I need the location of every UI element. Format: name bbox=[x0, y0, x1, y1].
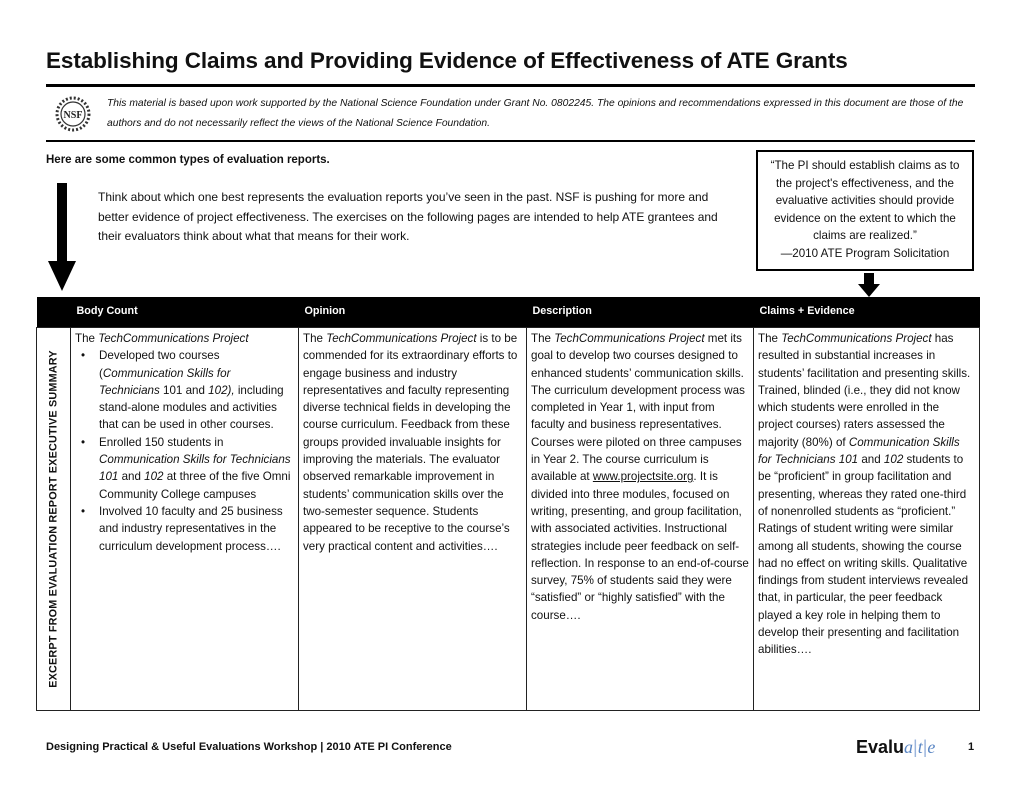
footer-text: Designing Practical & Useful Evaluations Workshop | 2010 ATE PI Conference bbox=[46, 741, 452, 753]
list-item: • Enrolled 150 students in Communication Skills for Technicians 101 and 102 at three of the five Omni Community College campuses bbox=[99, 434, 294, 503]
nsf-logo-text: NSF bbox=[63, 110, 83, 121]
opinion-cell: The TechCommunications Project is to be commended for its extraordinary efforts to engage business and industry representatives and faculty representing diverse technical fields in developing the course curriculum. Feedback from these groups provided invaluable insights for improving the materials. The evaluator observed remarkable improvement in students’ communication skills over the two-semester sequence. Students appeared to be receptive to the course’s very practical content and activities…. bbox=[299, 328, 527, 711]
nsf-logo-icon bbox=[51, 92, 95, 136]
header-description: Description bbox=[527, 297, 754, 328]
body-count-list bbox=[75, 347, 294, 555]
side-label-cell bbox=[37, 328, 71, 711]
down-arrow-small-icon bbox=[858, 273, 880, 297]
header-rule bbox=[46, 140, 975, 142]
side-label: EXCERPT FROM EVALUATION REPORT EXECUTIVE SUMMARY bbox=[46, 350, 59, 688]
report-types-table bbox=[36, 297, 980, 711]
solicitation-quote-box bbox=[756, 150, 974, 271]
claims-evidence-cell: The TechCommunications Project has resulted in substantial increases in students’ facilitation and presenting skills. Trained, blinded (i.e., they did not know which students were enrolled in the project courses) raters assessed the majority (80%) of Communication Skills for Technicians 101 and 102 students to be “proficient” in group facilitation and presenting, whereas they rated one-third of nonenrolled students as “proficient.” Ratings of student writing were similar among all students, showing the course had no effect on writing skills. Qualitative findings from student interviews revealed that, in particular, the peer feedback played a key role in helping them to develop their presenting and facilitation abilities…. bbox=[754, 328, 980, 711]
page-number: 1 bbox=[968, 741, 975, 753]
header-body-count: Body Count bbox=[71, 297, 299, 328]
project-name: TechCommunications Project bbox=[98, 332, 249, 345]
title-rule bbox=[46, 84, 975, 87]
disclaimer: This material is based upon work supported by the National Science Foundation under Grant No. 0802245. The opinions and recommendations expressed in this document are those of the authors and do not necessarily reflect the views of the National Science Foundation. bbox=[107, 98, 964, 129]
table-header-row bbox=[37, 297, 980, 328]
description-cell: The TechCommunications Project met its goal to develop two courses designed to enhanced students’ communication skills. The curriculum development process was completed in Year 1, with input from faculty and business representatives. Courses were piloted on three campuses in Year 2. The course curriculum is available at www.projectsite.org. It is divided into three modules, focused on writing, presenting, and group facilitation, with associated activities. Instructional strategies include peer feedback on self-reflection. In response to an end-of-course survey, 75% of students said they were “satisfied” or “highly satisfied” with the course…. bbox=[527, 328, 754, 711]
list-item: • Developed two courses (Communication Skills for Technicians 101 and 102), including stand-alone modules and activities that can be used in other courses. bbox=[99, 347, 294, 433]
quote-text: “The PI should establish claims as to the project's effectiveness, and the evaluative activities should provide evidence on the extent to which the claims are realized.” bbox=[770, 159, 960, 243]
table-row bbox=[37, 328, 980, 711]
header-blank bbox=[37, 297, 71, 328]
evaluate-logo: Evalua|t|e bbox=[856, 737, 936, 757]
project-site-link[interactable]: www.projectsite.org bbox=[592, 470, 694, 484]
page-title: Establishing Claims and Providing Evidence of Effectiveness of ATE Grants bbox=[46, 48, 848, 73]
list-item: • Involved 10 faculty and 25 business and industry representatives in the curriculum development process…. bbox=[99, 503, 294, 555]
intro-body: Think about which one best represents the evaluation reports you’ve seen in the past. NSF is pushing for more and better evidence of project effectiveness. The exercises on the following pages are intended to help ATE grantees and their evaluators think about what that means for their work. bbox=[98, 190, 718, 243]
header-claims-evidence: Claims + Evidence bbox=[754, 297, 980, 328]
intro-lead: Here are some common types of evaluation reports. bbox=[46, 154, 330, 166]
body-count-cell bbox=[71, 328, 299, 711]
header-opinion: Opinion bbox=[299, 297, 527, 328]
cell-text: The bbox=[75, 332, 99, 345]
quote-source: —2010 ATE Program Solicitation bbox=[780, 246, 950, 260]
down-arrow-icon bbox=[48, 183, 76, 291]
